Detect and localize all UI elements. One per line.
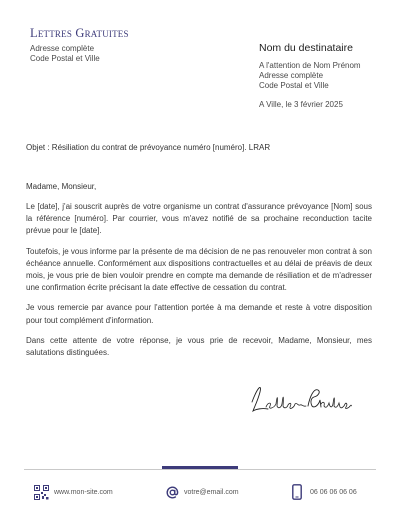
footer-email-text: votre@email.com bbox=[184, 488, 239, 496]
recipient-address: Adresse complète bbox=[259, 71, 324, 80]
smartphone-icon bbox=[292, 484, 302, 500]
footer-email bbox=[166, 484, 239, 500]
qr-code-icon bbox=[34, 485, 49, 500]
greeting: Madame, Monsieur, bbox=[26, 182, 97, 191]
footer-website-text: www.mon-site.com bbox=[54, 488, 113, 496]
recipient-name: Nom du destinataire bbox=[259, 42, 353, 54]
date-line: A Ville, le 3 février 2025 bbox=[259, 100, 343, 109]
sender-city: Code Postal et Ville bbox=[30, 54, 100, 63]
body-paragraph: Dans cette attente de votre réponse, je vous prie de recevoir, Madame, Monsieur, mes salutations distinguées. bbox=[26, 336, 372, 358]
sender-address: Adresse complète bbox=[30, 44, 95, 53]
footer-website bbox=[34, 484, 113, 500]
footer-divider bbox=[24, 469, 376, 470]
letter-body bbox=[26, 182, 372, 368]
footer-phone-text: 06 06 06 06 06 bbox=[310, 488, 357, 496]
sender-name: Lettres Gratuites bbox=[30, 26, 129, 40]
at-sign-icon bbox=[166, 486, 179, 499]
recipient-attention: A l'attention de Nom Prénom bbox=[259, 61, 361, 70]
sender-block bbox=[30, 26, 129, 64]
body-paragraph: Le [date], j'ai souscrit auprès de votre organisme un contrat d'assurance prévoyance [Nom] sous la référence [numéro]. Par courrier, vous m'avez notifié de sa prochaine reconduction tacite prévue pour le [date]. bbox=[26, 202, 372, 236]
subject-line: Objet : Résiliation du contrat de prévoyance numéro [numéro]. LRAR bbox=[26, 143, 271, 152]
recipient-block bbox=[259, 42, 361, 91]
footer-phone bbox=[292, 484, 357, 500]
body-paragraph: Je vous remercie par avance pour l'attention portée à ma demande et reste à votre disposition pour tout complément d'information. bbox=[26, 303, 372, 325]
body-paragraph: Toutefois, je vous informe par la présente de ma décision de ne pas renouveler mon contrat à son échéance annuelle. Conformément aux dispositions contractuelles et au délai de préavis de deux mois, je vous prie de bien vouloir prendre en compte ma demande de résiliation et de m'adresser une confirmation écrite précisant la date effective de cessation du contrat. bbox=[26, 246, 372, 292]
handwritten-signature bbox=[248, 382, 352, 418]
recipient-city: Code Postal et Ville bbox=[259, 81, 329, 90]
